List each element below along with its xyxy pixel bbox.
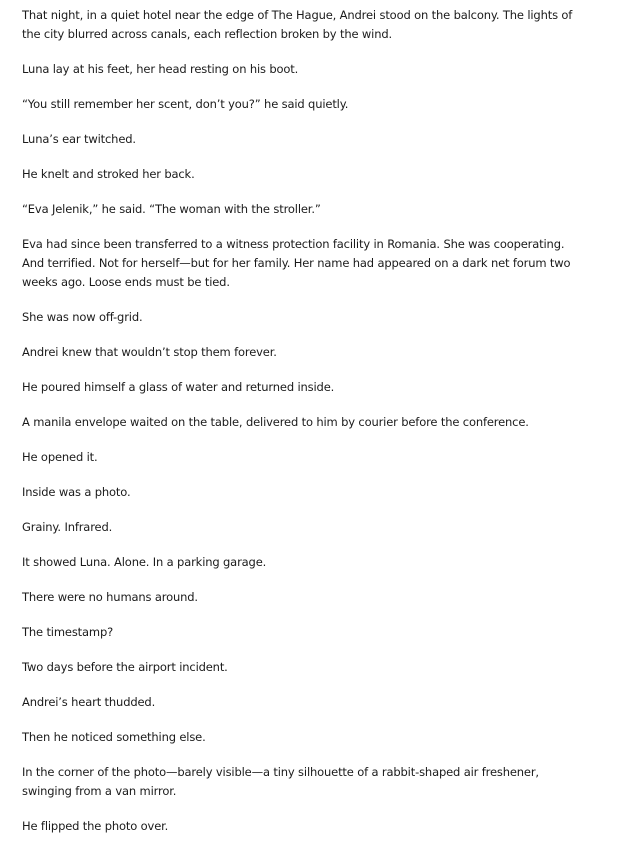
paragraph: It showed Luna. Alone. In a parking garage.: [22, 555, 267, 569]
paragraph: He opened it.: [22, 450, 98, 464]
story-text: [22, 6, 582, 842]
paragraph: In the corner of the photo—barely visible—a tiny silhouette of a rabbit-shaped air freshener, swinging from a van mirror.: [22, 765, 539, 798]
paragraph: Two days before the airport incident.: [22, 660, 228, 674]
paragraph: Luna’s ear twitched.: [22, 132, 136, 146]
paragraph: He poured himself a glass of water and returned inside.: [22, 380, 335, 394]
paragraph: Grainy. Infrared.: [22, 520, 113, 534]
paragraph: Andrei knew that wouldn’t stop them forever.: [22, 345, 277, 359]
paragraph: She was now off-grid.: [22, 310, 143, 324]
paragraph: Eva had since been transferred to a witness protection facility in Romania. She was cooperating. And terrified. Not for herself—but for her family. Her name had appeared on a dark net forum two weeks ago. Loose ends must be tied.: [22, 237, 571, 289]
paragraph: “Eva Jelenik,” he said. “The woman with the stroller.”: [22, 202, 321, 216]
paragraph: Andrei’s heart thudded.: [22, 695, 156, 709]
paragraph: There were no humans around.: [22, 590, 198, 604]
paragraph: A manila envelope waited on the table, delivered to him by courier before the conference.: [22, 415, 529, 429]
paragraph: “You still remember her scent, don’t you?” he said quietly.: [22, 97, 349, 111]
paragraph: Luna lay at his feet, her head resting on his boot.: [22, 62, 299, 76]
paragraph: The timestamp?: [22, 625, 114, 639]
paragraph: He knelt and stroked her back.: [22, 167, 195, 181]
paragraph: Then he noticed something else.: [22, 730, 206, 744]
paragraph: That night, in a quiet hotel near the edge of The Hague, Andrei stood on the balcony. The lights of the city blurred across canals, each reflection broken by the wind.: [22, 8, 573, 41]
paragraph: He flipped the photo over.: [22, 819, 169, 833]
paragraph: Inside was a photo.: [22, 485, 131, 499]
